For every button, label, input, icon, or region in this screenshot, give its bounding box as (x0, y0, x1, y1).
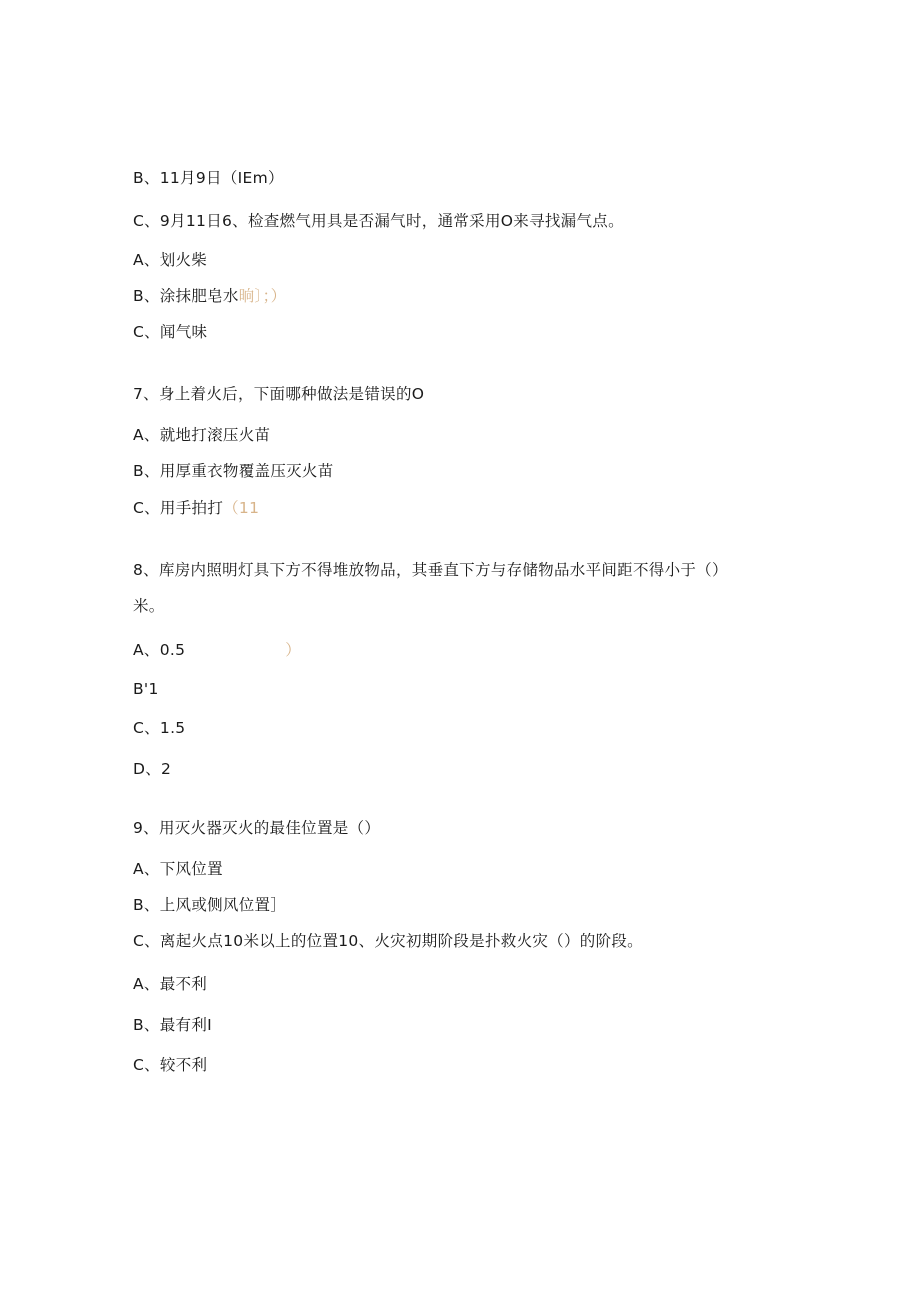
answer-option-line: B、最有利I (133, 1016, 213, 1034)
handwritten-mark: ） (285, 641, 302, 659)
answer-option-line: C、1.5 (133, 719, 186, 737)
answer-option-line: B、11月9日（IEm） (133, 169, 284, 187)
question-10-line: C、离起火点10米以上的位置10、火灾初期阶段是扑救火灾（）的阶段。 (133, 932, 643, 950)
answer-option-line: B、用厚重衣物覆盖压灭火苗 (133, 462, 334, 480)
answer-option-line: A、最不利 (133, 975, 208, 993)
answer-option-line (133, 640, 301, 660)
answer-option-line (133, 498, 259, 518)
handwritten-mark: 晌〕；） (238, 287, 287, 305)
answer-option-line: B'1 (133, 680, 159, 698)
option-text: B、涂抹肥皂水 (133, 287, 239, 305)
answer-option-line: C、闻气味 (133, 323, 208, 341)
answer-option-line: A、就地打滚压火苗 (133, 426, 271, 444)
option-text: C、用手拍打 (133, 499, 224, 517)
question-9-line: 9、用灭火器灭火的最佳位置是（） (133, 819, 381, 837)
answer-option-line: D、2 (133, 760, 172, 778)
answer-option-line (133, 286, 286, 306)
question-7-line: 7、身上着火后，下面哪种做法是错误的O (133, 385, 425, 403)
option-text: A、0.5 (133, 641, 186, 659)
answer-option-line: C、较不利 (133, 1056, 208, 1074)
answer-option-line: A、划火柴 (133, 251, 208, 269)
question-6-line: C、9月11日6、检查燃气用具是否漏气时，通常采用O来寻找漏气点。 (133, 212, 624, 230)
answer-option-line: B、上风或侧风位置］ (133, 896, 287, 914)
question-8-line: 8、库房内照明灯具下方不得堆放物品，其垂直下方与存储物品水平间距不得小于（） (133, 561, 728, 579)
answer-option-line: A、下风位置 (133, 860, 223, 878)
question-8-continuation: 米。 (133, 597, 165, 615)
handwritten-mark: （11 (223, 499, 260, 517)
